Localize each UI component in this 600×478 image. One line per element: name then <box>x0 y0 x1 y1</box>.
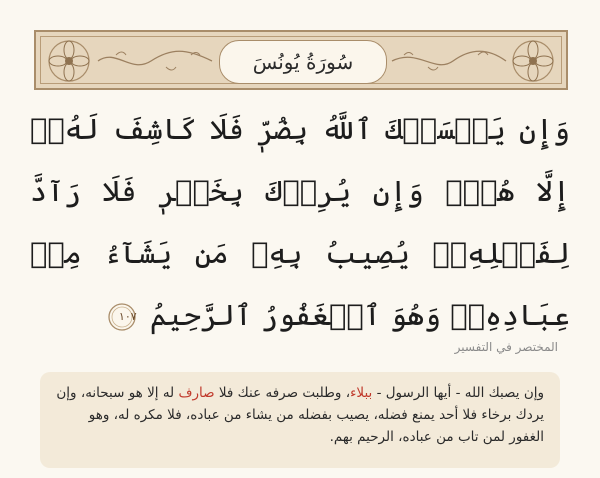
tafsir-highlight[interactable]: ببلاء <box>350 385 373 401</box>
ayah-number: ١٠٧ <box>118 310 137 323</box>
tafsir-source-label[interactable]: المختصر في التفسير <box>454 340 558 354</box>
tafsir-text-part: له إلا هو سبحانه، وإن يردك برخاء فلا أحد يمنع فضله، يصيب بفضله من يشاء من عباده، فلا مكره له، وهو الغفور لمن تاب من عباده، الرحيم بهم. <box>56 385 544 445</box>
vine-ornament-right <box>390 46 508 76</box>
tafsir-text <box>56 382 544 448</box>
tafsir-panel <box>40 372 560 468</box>
tafsir-highlight[interactable]: صارف <box>178 385 215 401</box>
rosette-ornament-icon <box>46 38 92 84</box>
surah-name: سُورَةُ يُونُسَ <box>252 50 354 74</box>
surah-header-banner <box>34 30 568 90</box>
rosette-ornament-icon <box>510 38 556 84</box>
quran-verse[interactable] <box>30 98 570 346</box>
verse-text: وَإِن يَمۡسَسۡكَ ٱللَّهُ بِضُرّٖ فَلَا كَاشِفَ لَهُۥٓ إِلَّا هُوَۖ وَإِن يُرِدۡكَ بِخَيۡرٖ فَلَا رَآدَّ لِفَضۡلِهِۦۚ يُصِيبُ بِهِۦ مَن يَشَآءُ مِنۡ عِبَادِهِۦۚ وَهُوَ ٱلۡغَفُورُ ٱلرَّحِيمُ <box>30 112 570 332</box>
surah-name-cartouche <box>219 40 387 84</box>
tafsir-text-part: وإن يصبك الله - أيها الرسول - <box>372 385 544 401</box>
tafsir-text-part: ، وطلبت صرفه عنك فلا <box>214 385 351 401</box>
vine-ornament-left <box>96 46 214 76</box>
ayah-number-marker[interactable] <box>107 302 137 332</box>
